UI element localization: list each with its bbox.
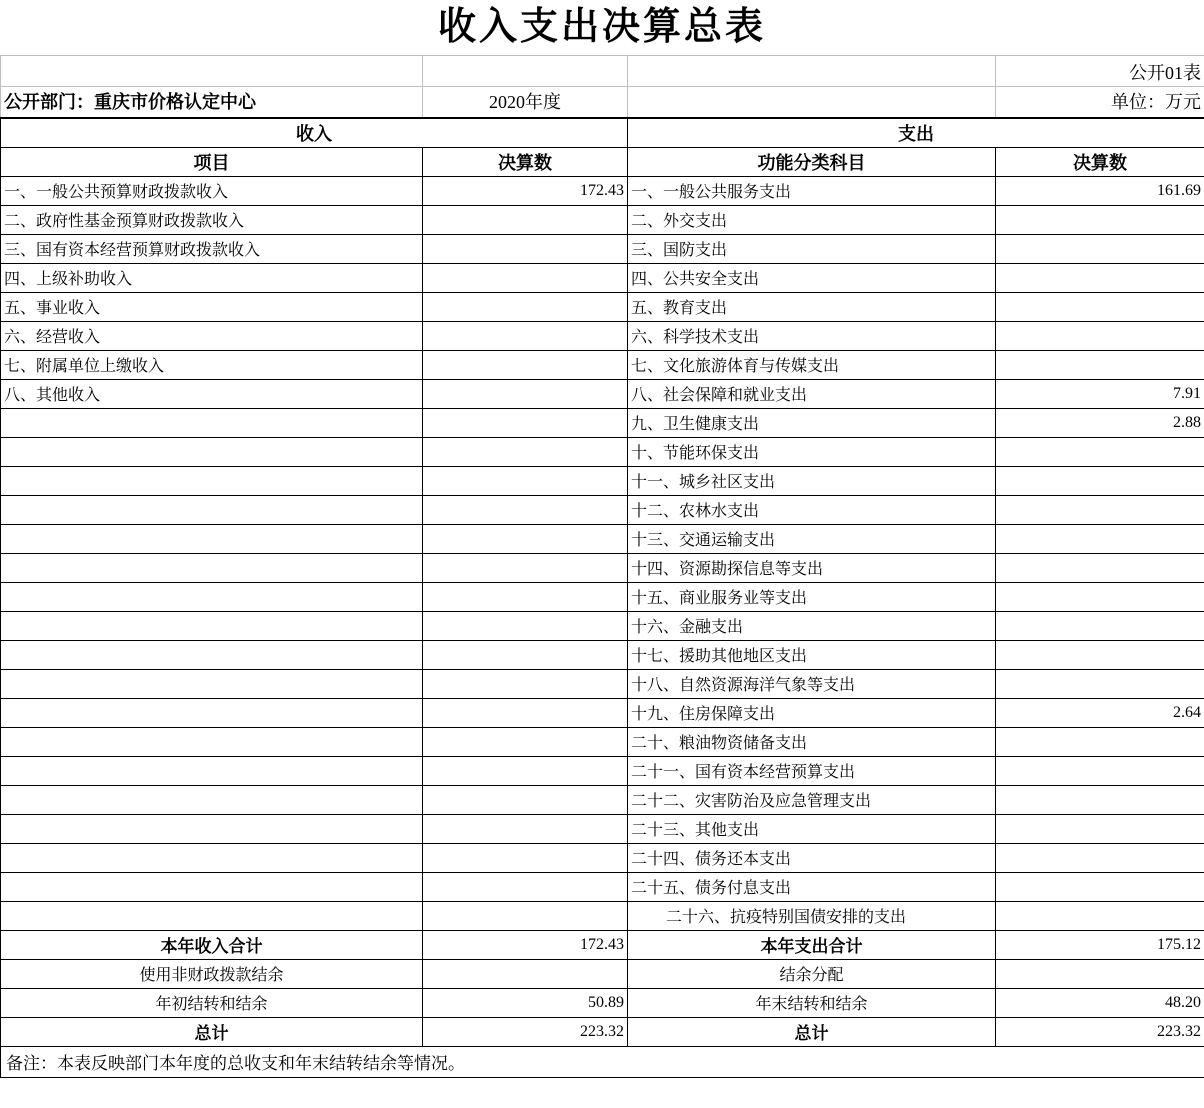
expense-item-value xyxy=(996,640,1204,669)
income-item-value xyxy=(423,524,628,553)
table-row xyxy=(1,321,1204,350)
income-item-value xyxy=(423,843,628,872)
income-item-value xyxy=(423,321,628,350)
expense-row-label: 结余分配 xyxy=(628,959,996,988)
income-item-label xyxy=(1,756,423,785)
income-item-value xyxy=(423,814,628,843)
income-item-label xyxy=(1,466,423,495)
income-item-value xyxy=(423,582,628,611)
budget-table xyxy=(0,117,1204,1078)
income-amount-column-header: 决算数 xyxy=(423,147,628,176)
expense-item-label: 二十三、其他支出 xyxy=(628,814,996,843)
page-title: 收入支出决算总表 xyxy=(437,6,766,48)
table-row xyxy=(1,698,1204,727)
expense-item-value xyxy=(996,466,1204,495)
income-total-value: 172.43 xyxy=(423,930,628,959)
income-item-value xyxy=(423,553,628,582)
table-row xyxy=(1,582,1204,611)
expense-item-label: 六、科学技术支出 xyxy=(628,321,996,350)
table-row xyxy=(1,379,1204,408)
income-row-value xyxy=(423,959,628,988)
expense-item-label: 十八、自然资源海洋气象等支出 xyxy=(628,669,996,698)
expense-section-header: 支出 xyxy=(628,118,1204,147)
expense-item-label: 七、文化旅游体育与传媒支出 xyxy=(628,350,996,379)
expense-item-label: 五、教育支出 xyxy=(628,292,996,321)
expense-item-label: 二十六、抗疫特别国债安排的支出 xyxy=(628,901,996,930)
expense-grand-total-label: 总计 xyxy=(628,1017,996,1046)
income-grand-total-label: 总计 xyxy=(1,1017,423,1046)
table-row xyxy=(1,292,1204,321)
table-row xyxy=(1,495,1204,524)
expense-grand-total-value: 223.32 xyxy=(996,1017,1204,1046)
expense-item-value xyxy=(996,263,1204,292)
meta-cell-empty xyxy=(1,56,423,87)
income-item-value xyxy=(423,785,628,814)
table-row xyxy=(1,872,1204,901)
expense-item-column-header: 功能分类科目 xyxy=(628,147,996,176)
expense-row-value xyxy=(996,959,1204,988)
footer-rows xyxy=(1,930,1204,1077)
expense-item-value xyxy=(996,292,1204,321)
table-row xyxy=(1,408,1204,437)
expense-item-label: 十、节能环保支出 xyxy=(628,437,996,466)
income-item-label xyxy=(1,727,423,756)
income-row-label: 年初结转和结余 xyxy=(1,988,423,1017)
income-item-value xyxy=(423,872,628,901)
expense-item-label: 二、外交支出 xyxy=(628,205,996,234)
expense-item-label: 十三、交通运输支出 xyxy=(628,524,996,553)
expense-item-label: 十六、金融支出 xyxy=(628,611,996,640)
expense-item-value xyxy=(996,756,1204,785)
header-rows xyxy=(1,118,1204,176)
department-label: 公开部门：重庆市价格认定中心 xyxy=(1,87,423,117)
expense-amount-column-header: 决算数 xyxy=(996,147,1204,176)
income-item-value xyxy=(423,640,628,669)
income-item-value: 172.43 xyxy=(423,176,628,205)
meta-cell-empty xyxy=(423,56,628,87)
expense-item-label: 二十、粮油物资储备支出 xyxy=(628,727,996,756)
expense-item-value: 2.88 xyxy=(996,408,1204,437)
income-item-label xyxy=(1,785,423,814)
fiscal-year-label: 2020年度 xyxy=(423,87,628,117)
income-item-label xyxy=(1,553,423,582)
expense-item-value xyxy=(996,321,1204,350)
expense-item-value xyxy=(996,727,1204,756)
income-item-label: 五、事业收入 xyxy=(1,292,423,321)
body-rows xyxy=(1,176,1204,930)
expense-item-label: 一、一般公共服务支出 xyxy=(628,176,996,205)
expense-item-value xyxy=(996,205,1204,234)
income-item-label: 一、一般公共预算财政拨款收入 xyxy=(1,176,423,205)
table-row xyxy=(1,901,1204,930)
table-row xyxy=(1,263,1204,292)
income-item-label xyxy=(1,901,423,930)
expense-item-value xyxy=(996,495,1204,524)
expense-item-value xyxy=(996,350,1204,379)
expense-item-label: 十一、城乡社区支出 xyxy=(628,466,996,495)
note-row xyxy=(1,1046,1204,1077)
expense-total-label: 本年支出合计 xyxy=(628,930,996,959)
unit-label: 单位：万元 xyxy=(996,87,1204,117)
table-row xyxy=(1,611,1204,640)
income-item-label xyxy=(1,843,423,872)
income-item-value xyxy=(423,669,628,698)
income-item-value xyxy=(423,263,628,292)
table-row xyxy=(1,466,1204,495)
income-total-label: 本年收入合计 xyxy=(1,930,423,959)
expense-item-value xyxy=(996,872,1204,901)
expense-item-value xyxy=(996,901,1204,930)
income-section-header: 收入 xyxy=(1,118,628,147)
expense-item-value: 161.69 xyxy=(996,176,1204,205)
income-item-value xyxy=(423,727,628,756)
income-item-value xyxy=(423,495,628,524)
table-row xyxy=(1,640,1204,669)
expense-item-value xyxy=(996,814,1204,843)
income-row-label: 使用非财政拨款结余 xyxy=(1,959,423,988)
income-item-value xyxy=(423,350,628,379)
table-row xyxy=(1,205,1204,234)
meta-cell-empty xyxy=(628,56,996,87)
expense-item-label: 八、社会保障和就业支出 xyxy=(628,379,996,408)
income-item-label: 七、附属单位上缴收入 xyxy=(1,350,423,379)
section-header-row xyxy=(1,118,1204,147)
table-row xyxy=(1,814,1204,843)
table-row xyxy=(1,524,1204,553)
income-item-value xyxy=(423,901,628,930)
income-item-value xyxy=(423,437,628,466)
expense-item-value xyxy=(996,234,1204,263)
expense-item-label: 四、公共安全支出 xyxy=(628,263,996,292)
income-item-label: 六、经营收入 xyxy=(1,321,423,350)
income-item-label xyxy=(1,872,423,901)
table-row xyxy=(1,669,1204,698)
income-item-label xyxy=(1,814,423,843)
footnote: 备注：本表反映部门本年度的总收支和年末结转结余等情况。 xyxy=(1,1046,1204,1077)
income-item-column-header: 项目 xyxy=(1,147,423,176)
meta-header xyxy=(0,55,1204,117)
expense-item-value xyxy=(996,785,1204,814)
income-item-value xyxy=(423,379,628,408)
table-row xyxy=(1,234,1204,263)
meta-cell-empty xyxy=(628,87,996,117)
income-item-label: 四、上级补助收入 xyxy=(1,263,423,292)
income-item-label xyxy=(1,524,423,553)
expense-item-label: 九、卫生健康支出 xyxy=(628,408,996,437)
table-row xyxy=(1,350,1204,379)
table-row xyxy=(1,437,1204,466)
expense-item-label: 二十二、灾害防治及应急管理支出 xyxy=(628,785,996,814)
expense-item-label: 十七、援助其他地区支出 xyxy=(628,640,996,669)
income-item-label: 八、其他收入 xyxy=(1,379,423,408)
table-row xyxy=(1,176,1204,205)
income-item-value xyxy=(423,408,628,437)
expense-item-label: 十五、商业服务业等支出 xyxy=(628,582,996,611)
table-row xyxy=(1,553,1204,582)
income-item-label xyxy=(1,640,423,669)
table-row xyxy=(1,785,1204,814)
income-item-value xyxy=(423,611,628,640)
income-item-label xyxy=(1,495,423,524)
income-item-label xyxy=(1,582,423,611)
expense-item-value: 7.91 xyxy=(996,379,1204,408)
income-item-value xyxy=(423,234,628,263)
non-fiscal-balance-row xyxy=(1,959,1204,988)
income-item-label xyxy=(1,698,423,727)
expense-item-value xyxy=(996,582,1204,611)
expense-item-label: 十九、住房保障支出 xyxy=(628,698,996,727)
income-grand-total-value: 223.32 xyxy=(423,1017,628,1046)
expense-item-value xyxy=(996,553,1204,582)
table-row xyxy=(1,756,1204,785)
total-current-year-row xyxy=(1,930,1204,959)
income-item-label: 二、政府性基金预算财政拨款收入 xyxy=(1,205,423,234)
expense-item-value xyxy=(996,437,1204,466)
expense-item-label: 三、国防支出 xyxy=(628,234,996,263)
expense-item-value xyxy=(996,843,1204,872)
income-item-label: 三、国有资本经营预算财政拨款收入 xyxy=(1,234,423,263)
table-row xyxy=(1,843,1204,872)
expense-row-label: 年末结转和结余 xyxy=(628,988,996,1017)
income-item-value xyxy=(423,292,628,321)
carryover-row xyxy=(1,988,1204,1017)
expense-item-value: 2.64 xyxy=(996,698,1204,727)
income-item-label xyxy=(1,437,423,466)
income-item-label xyxy=(1,408,423,437)
table-code: 公开01表 xyxy=(996,56,1204,87)
income-item-value xyxy=(423,756,628,785)
expense-row-value: 48.20 xyxy=(996,988,1204,1017)
expense-total-value: 175.12 xyxy=(996,930,1204,959)
expense-item-value xyxy=(996,524,1204,553)
income-item-label xyxy=(1,611,423,640)
grand-total-row xyxy=(1,1017,1204,1046)
column-header-row xyxy=(1,147,1204,176)
table-row xyxy=(1,727,1204,756)
income-item-label xyxy=(1,669,423,698)
income-item-value xyxy=(423,698,628,727)
expense-item-label: 十四、资源勘探信息等支出 xyxy=(628,553,996,582)
expense-item-value xyxy=(996,669,1204,698)
income-item-value xyxy=(423,205,628,234)
expense-item-label: 二十五、债务付息支出 xyxy=(628,872,996,901)
expense-item-label: 二十四、债务还本支出 xyxy=(628,843,996,872)
expense-item-label: 二十一、国有资本经营预算支出 xyxy=(628,756,996,785)
expense-item-value xyxy=(996,611,1204,640)
income-row-value: 50.89 xyxy=(423,988,628,1017)
expense-item-label: 十二、农林水支出 xyxy=(628,495,996,524)
income-item-value xyxy=(423,466,628,495)
